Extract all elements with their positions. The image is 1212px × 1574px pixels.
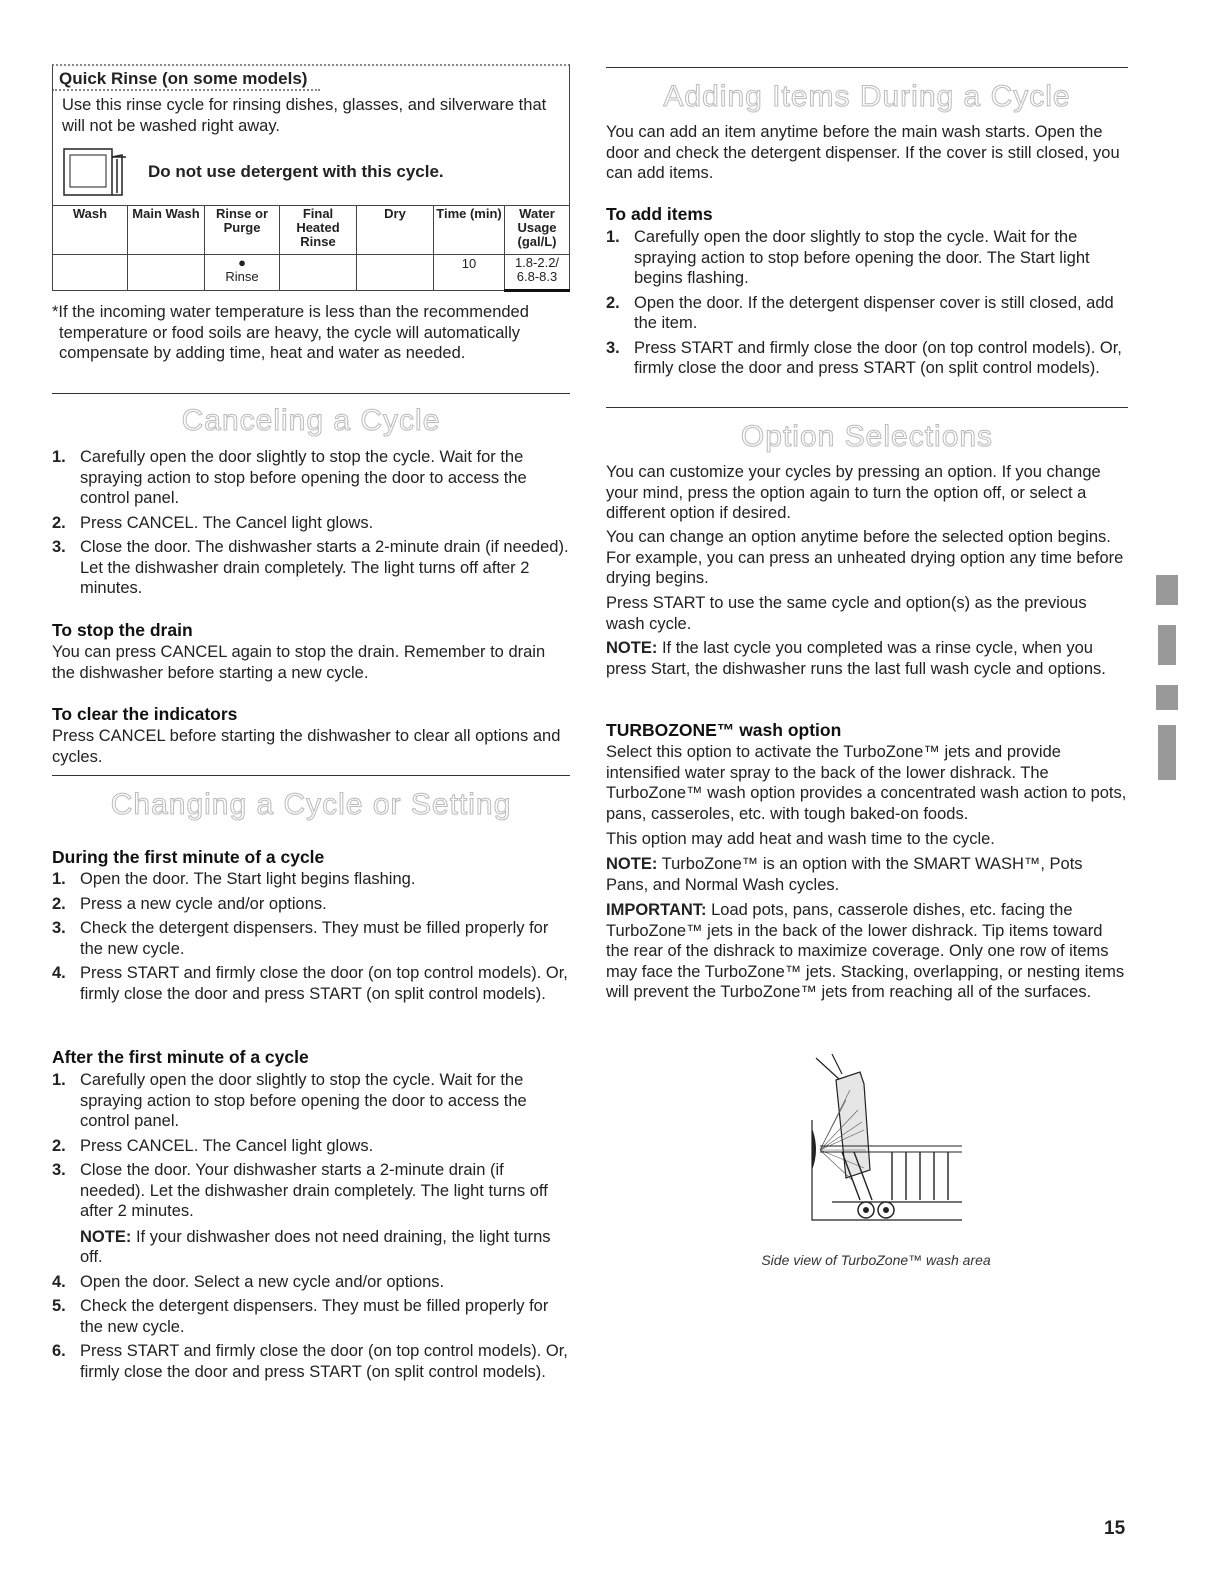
quick-rinse-box — [52, 64, 570, 296]
quick-rinse-warning: Do not use detergent with this cycle. — [148, 162, 444, 181]
turbozone-important — [606, 900, 1128, 1003]
col-dry: Dry — [357, 206, 434, 255]
cell-final-rinse — [280, 255, 357, 291]
cell-water-usage: 1.8-2.2/ 6.8-8.3 — [505, 255, 570, 291]
list-item: 1. Carefully open the door slightly to stop the cycle. Wait for the spraying action to stop before opening the door to access the control panel. — [52, 1071, 527, 1130]
first-minute-steps — [52, 869, 570, 1004]
divider-1 — [52, 393, 570, 394]
list-item: 3. Press START and firmly close the door (on top control models). Or, firmly close the door and press START (on split control models). — [606, 338, 1122, 377]
options-p2: You can change an option anytime before the selected option begins. For example, you can press an unheated drying option any time before drying begins. — [606, 528, 1124, 587]
quick-rinse-text: Use this rinse cycle for rinsing dishes, glasses, and silverware that will not be washed right away. — [62, 96, 547, 135]
cell-time: 10 — [434, 255, 505, 291]
note-label: NOTE: — [606, 855, 658, 873]
divider-3 — [606, 407, 1128, 408]
list-item: 1. Carefully open the door slightly to stop the cycle. Wait for the spraying action to stop before opening the door to access the control panel. — [52, 448, 527, 507]
note-text: If your dishwasher does not need draining, the light turns off. — [80, 1227, 551, 1266]
clear-indicators-text: Press CANCEL before starting the dishwasher to clear all options and cycles. — [52, 727, 561, 766]
turbozone-p1: Select this option to activate the TurboZone™ jets and provide intensified water spray to the back of the lower dishrack. The TurboZone™ wash option provides a concentrated wash action to pots, pans, casseroles, etc. with tough baked-on foods. — [606, 743, 1127, 823]
divider-top-right — [606, 67, 1128, 68]
col-water-usage: Water Usage (gal/L) — [505, 206, 570, 255]
first-minute-heading: During the first minute of a cycle — [52, 847, 325, 867]
page-number: 15 — [1104, 1518, 1126, 1539]
turbozone-note — [606, 854, 1128, 895]
list-item: 3. Close the door. The dishwasher starts a 2-minute drain (if needed). Let the dishwasher drain completely. The light turns off after 2 minutes. — [52, 538, 569, 597]
quick-rinse-footnote: *If the incoming water temperature is less than the recommended temperature or food soils are heavy, the cycle will automatically compensate by adding time, heat and water as needed. — [52, 303, 529, 362]
cycle-table — [52, 205, 570, 292]
illustration-caption: Side view of TurboZone™ wash area — [761, 1252, 991, 1268]
col-time: Time (min) — [434, 206, 505, 255]
list-item: 6. Press START and firmly close the door (on top control models). Or, firmly close the door and press START (on split control models). — [52, 1342, 568, 1381]
quick-rinse-box-frame — [52, 86, 570, 206]
col-rinse-purge: Rinse or Purge — [205, 206, 280, 255]
after-note — [80, 1227, 570, 1268]
cell-dry — [357, 255, 434, 291]
list-item: 3. Check the detergent dispensers. They must be filled properly for the new cycle. — [52, 919, 549, 958]
important-text: Load pots, pans, casserole dishes, etc. facing the TurboZone™ jets in the back of the lower dishrack. Tip items toward the rear of the dishrack to maximize coverage. Only one row of items may face the TurboZone™ jets. Stacking, overlapping, or nesting items will prevent the TurboZone™ jets from reaching all of the surfaces. — [606, 901, 1125, 1001]
list-item: 3. Close the door. Your dishwasher starts a 2-minute drain (if needed). Let the dishwasher drain completely. The light turns off after 2 minutes. NOTE: If your dishwasher does not need draining, the light turns off. — [52, 1160, 570, 1268]
cycle-table-header-row — [53, 206, 570, 255]
options-title: Option Selections — [740, 420, 994, 453]
turbozone-wash-area-illustration — [802, 1050, 962, 1230]
list-item: 2. Press CANCEL. The Cancel light glows. — [52, 1136, 374, 1155]
list-item: 2. Press CANCEL. The Cancel light glows. — [52, 513, 374, 532]
note-text: TurboZone™ is an option with the SMART WASH™, Pots Pans, and Normal Wash cycles. — [606, 855, 1083, 894]
note-label: NOTE: — [606, 639, 658, 657]
stop-drain-text: You can press CANCEL again to stop the drain. Remember to drain the dishwasher before starting a new cycle. — [52, 643, 546, 682]
options-p3: Press START to use the same cycle and option(s) as the previous wash cycle. — [606, 594, 1087, 633]
important-label: IMPORTANT: — [606, 901, 707, 919]
cell-rinse-bullet: ● — [238, 255, 246, 270]
cycle-table-row — [53, 255, 570, 291]
list-item: 2. Press a new cycle and/or options. — [52, 894, 327, 913]
changing-title: Changing a Cycle or Setting — [110, 788, 512, 821]
list-item: 1. Carefully open the door slightly to stop the cycle. Wait for the spraying action to stop before opening the door. The Start light begins flashing. — [606, 228, 1090, 287]
cell-wash — [53, 255, 128, 291]
note-text: If the last cycle you completed was a rinse cycle, when you press Start, the dishwasher runs the last full wash cycle and options. — [606, 639, 1106, 678]
add-items-steps — [606, 227, 1128, 379]
list-item: 2. Open the door. If the detergent dispenser cover is still closed, add the item. — [606, 293, 1114, 332]
side-tab-marker — [1152, 565, 1182, 790]
list-item: 1. Open the door. The Start light begins flashing. — [52, 870, 416, 888]
col-main-wash: Main Wash — [128, 206, 205, 255]
stop-drain-heading: To stop the drain — [52, 620, 193, 640]
options-note1 — [606, 638, 1128, 679]
adding-title: Adding Items During a Cycle — [663, 80, 1071, 113]
canceling-title: Canceling a Cycle — [181, 404, 441, 437]
turbozone-heading: TURBOZONE™ wash option — [606, 720, 842, 740]
col-wash: Wash — [53, 206, 128, 255]
quick-rinse-table-wrap — [52, 205, 570, 292]
cell-main-wash — [128, 255, 205, 291]
cell-rinse — [205, 255, 280, 291]
canceling-steps — [52, 447, 570, 599]
divider-2 — [52, 775, 570, 776]
add-items-heading: To add items — [606, 204, 713, 224]
turbozone-p2: This option may add heat and wash time to the cycle. — [606, 830, 995, 848]
options-p1: You can customize your cycles by pressing an option. If you change your mind, press the option again to turn the option off, or select a different option if desired. — [606, 463, 1101, 522]
adding-intro: You can add an item anytime before the main wash starts. Open the door and check the detergent dispenser. If the cover is still closed, you can add items. — [606, 123, 1120, 182]
after-minute-heading: After the first minute of a cycle — [52, 1047, 309, 1067]
col-final-heated-rinse: Final Heated Rinse — [280, 206, 357, 255]
after-minute-steps — [52, 1070, 570, 1382]
clear-indicators-heading: To clear the indicators — [52, 704, 238, 724]
list-item: 4. Open the door. Select a new cycle and/or options. — [52, 1272, 445, 1291]
cell-rinse-label: Rinse — [225, 269, 259, 284]
list-item: 4. Press START and firmly close the door (on top control models). Or, firmly close the door and press START (on split control models). — [52, 964, 568, 1003]
note-label: NOTE: — [80, 1227, 132, 1246]
quick-rinse-title: Quick Rinse (on some models) — [59, 69, 308, 88]
list-item: 5. Check the detergent dispensers. They must be filled properly for the new cycle. — [52, 1297, 549, 1336]
